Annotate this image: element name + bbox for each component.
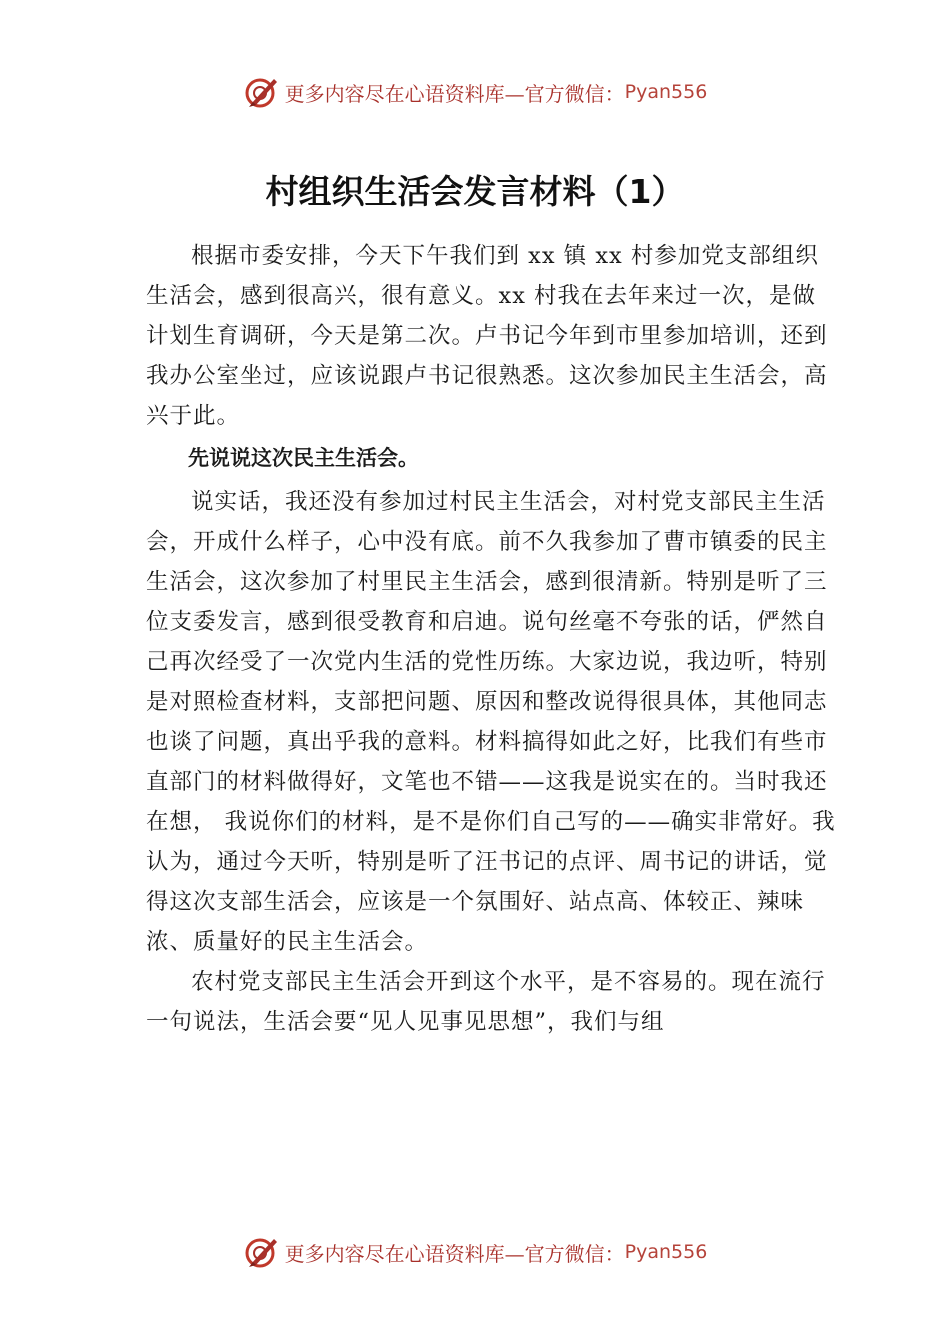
pen-swirl-logo-icon <box>243 1234 281 1270</box>
footer-watermark-text: 更多内容尽在心语资料库—官方微信： <box>284 1241 625 1266</box>
header-watermark-text: 更多内容尽在心语资料库—官方微信： <box>284 81 625 106</box>
document-title: 村组织生活会发言材料（1） <box>265 172 685 211</box>
header-watermark-contact: Pyan556 <box>624 81 708 103</box>
footer-watermark-contact: Pyan556 <box>624 1241 708 1263</box>
document-body <box>146 236 836 1042</box>
paragraph-intro: 根据市委安排，今天下午我们到 xx 镇 xx 村参加党支部组织生活会，感到很高兴，很有意义。xx 村我在去年来过一次，是做计划生育调研，今天是第二次。卢书记今年到市里参加培训，还到我办公室坐过，应该说跟卢书记很熟悉。这次参加民主生活会，高兴于此。 <box>146 243 828 429</box>
footer-watermark-banner <box>0 1232 950 1272</box>
header-watermark-banner <box>0 72 950 112</box>
paragraph-closing: 农村党支部民主生活会开到这个水平，是不容易的。现在流行一句说法，生活会要“见人见事见思想”，我们与组 <box>146 969 826 1035</box>
pen-swirl-logo-icon <box>243 74 281 110</box>
paragraph-subheading: 先说说这次民主生活会。 <box>188 446 419 470</box>
paragraph-main: 说实话，我还没有参加过村民主生活会，对村党支部民主生活会，开成什么样子，心中没有底。前不久我参加了曹市镇委的民主生活会，这次参加了村里民主生活会，感到很清新。特别是听了三位支委发言，感到很受教育和启迪。说句丝毫不夸张的话，俨然自己再次经受了一次党内生活的党性历练。大家边说，我边听，特别是对照检查材料，支部把问题、原因和整改说得很具体，其他同志也谈了问题，真出乎我的意料。材料搞得如此之好，比我们有些市直部门的材料做得好，文笔也不错——这我是说实在的。当时我还在想， 我说你们的材料，是不是你们自己写的——确实非常好。我认为，通过今天听，特别是听了汪书记的点评、周书记的讲话，觉得这次支部生活会，应该是一个氛围好、站点高、体较正、辣味浓、质量好的民主生活会。 <box>146 489 836 955</box>
